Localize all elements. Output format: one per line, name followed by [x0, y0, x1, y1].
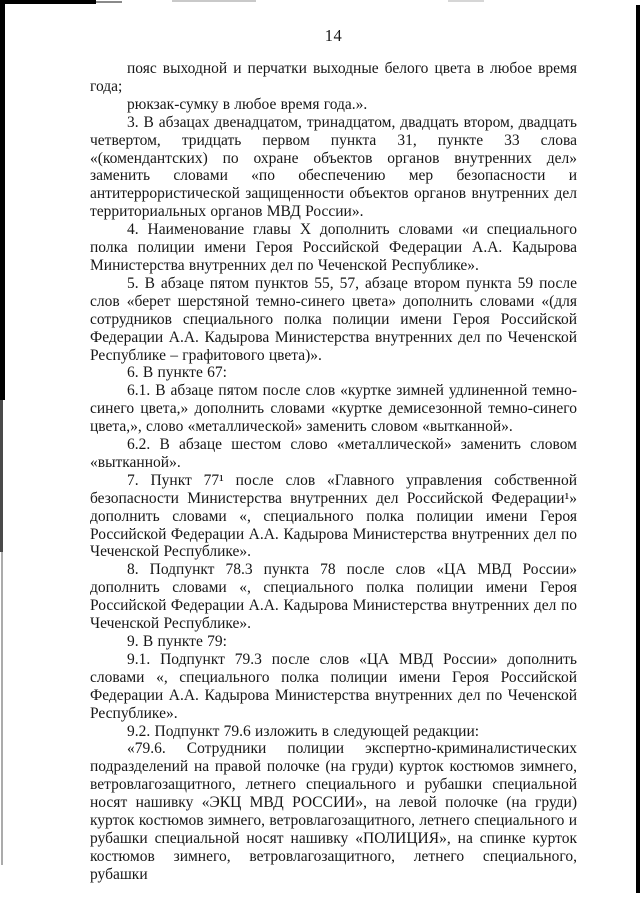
paragraph: рюкзак-сумку в любое время года.». [127, 95, 368, 113]
scan-artifact-left-bar-dark [0, 400, 3, 552]
paragraph: 9.1. Подпункт 79.3 после слов «ЦА МВД России» дополнить словами «, специального полка полиции имени Героя Российской Федерации А.А. Кадырова Министерства внутренних дел по Чеченской Республике». [90, 650, 577, 722]
paragraph: 9. В пункте 79: [127, 633, 227, 650]
paragraph: 6.2. В абзаце шестом слово «металлической» заменить словом «вытканной». [90, 436, 577, 471]
scan-artifact-top-left-ext [96, 1, 122, 3]
paragraph: 3. В абзацах двенадцатом, тринадцатом, двадцать втором, двадцать четвертом, тридцать первом пункта 31, пункте 33 слова «(комендантских) по охране объектов органов внутренних дел» заменить словами «по обеспечению мер безопасности и антитеррористической защищенности объектов органов внутренних дел территориальных органов МВД России». [90, 113, 577, 221]
document-body [90, 60, 577, 884]
scan-artifact-top-faint [172, 0, 256, 2]
paragraph: 8. Подпункт 78.3 пункта 78 после слов «ЦА МВД России» дополнить словами «, специального полка полиции имени Героя Российской Федерации А.А. Кадырова Министерства внутренних дел по Чеченской Республике». [90, 561, 577, 633]
paragraph: 6. В пункте 67: [127, 364, 227, 382]
paragraph: 4. Наименование главы X дополнить словами «и специального полка полиции имени Героя Российской Федерации А.А. Кадырова Министерства внутренних дел по Чеченской Республике». [90, 221, 577, 274]
paragraph: 6.1. В абзаце пятом после слов «куртке зимней удлиненной темно-синего цвета,» дополнить словами «куртке демисезонной темно-синего цвета,», слово «металлической» заменить словом «вытканной». [90, 382, 577, 436]
scan-artifact-top-faint [448, 0, 484, 2]
page-number: 14 [324, 26, 343, 45]
paragraph: «79.6. Сотрудники полиции экспертно-криминалистических подразделений на правой полочке (на груди) курток костюмов зимнего, ветровлагозащитного, летнего специального и рубашки специальной носят нашивку «ЭКЦ МВД РОССИИ», на левой полочке (на груди) курток костюмов зимнего, ветровлагозащитного, летнего специального и рубашки специальной носят нашивку «ПОЛИЦИЯ», на спинке курток костюмов зимнего, ветровлагозащитного, летнего специального, рубашки [90, 740, 577, 883]
scan-artifact-left-line-gray [1, 552, 3, 865]
paragraph: 9.2. Подпункт 79.6 изложить в следующей редакции: [127, 722, 480, 740]
scan-artifact-top-left-mark [0, 0, 96, 4]
scan-artifact-left-bar [0, 0, 5, 400]
paragraph: пояс выходной и перчатки выходные белого цвета в любое время года; [90, 60, 577, 95]
scan-artifact-right-bar [636, 5, 640, 893]
paragraph: 5. В абзаце пятом пунктов 55, 57, абзаце втором пункта 59 после слов «берет шерстяной темно-синего цвета» дополнить словами «(для сотрудников специального полка полиции имени Героя Российской Федерации А.А. Кадырова Министерства внутренних дел по Чеченской Республике – графитового цвета)». [90, 274, 577, 364]
paragraph: 7. Пункт 77¹ после слов «Главного управления собственной безопасности Министерства внутренних дел Российской Федерации¹» дополнить словами «, специального полка полиции имени Героя Российской Федерации А.А. Кадырова Министерства внутренних дел по Чеченской Республике». [90, 471, 577, 561]
